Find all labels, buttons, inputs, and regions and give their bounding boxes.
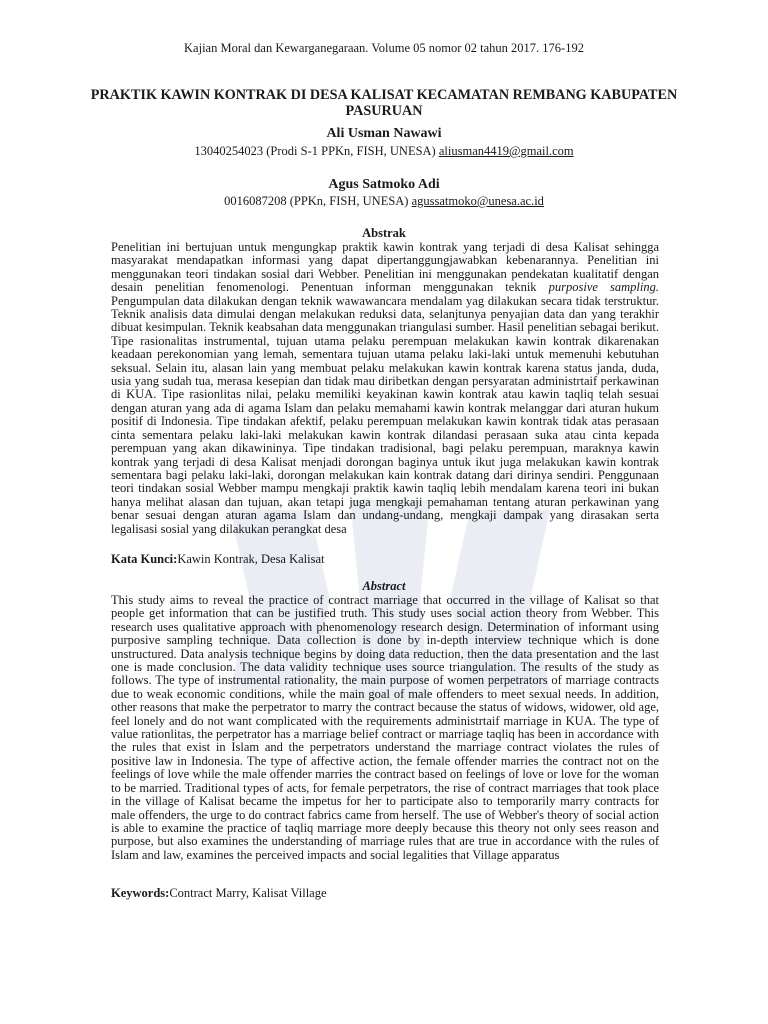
abstract-keywords — [111, 887, 659, 900]
running-header: Kajian Moral dan Kewarganegaraan. Volume 05 nomor 02 tahun 2017. 176-192 — [184, 41, 584, 55]
abstrak-keywords-label: Kata Kunci: — [111, 552, 178, 566]
abstract-body: This study aims to reveal the practice of contract marriage that occurred in the village of Kalisat so that people get information that can be justified truth. This study uses social action theory from Webber. This research uses qualitative approach with phenomenology research design. Determination of informant using purposive sampling technique. Data collection is done by in-depth interview technique which is done unstructured. Data analysis technique begins by doing data reduction, then the data presentation and the last one is made conclusion. The data validity technique uses source triangulation. The results of the study as follows. The type of instrumental rationality, the main purpose of women perpetrators of marriage contracts due to weak economic conditions, while the main goal of male offenders to meet sexual needs. In addition, other reasons that make the perpetrator to marry the contract because the status of widows, widower, old age, feel lonely and do not want complicated with the requirements administrtaif marriage in KUA. The type of value rationlitas, the perpetrator has a marriage belief contract or marriage taqliq has been in accordance with the rules that exist in Islam and the perpetrators understand the marriage contract violates the rules of positive law in Indonesia. The type of affective action, the female offender marries the contract not on the feelings of love while the male offender marries the contract based on feelings of love or love for the woman to be married. Traditional types of acts, for female perpetrators, the rise of contract marriages that took place in the village of Kalisat became the impetus for her to participate also to temporarily marry contracts for male offenders, the urge to do contract fabrics came from herself. The use of Webber's theory of social action is able to examine the practice of taqliq marriage more deeply because this theory not only sees reason and purpose, but also examines the understanding of marriage rules that are true in accordance with the rules of Islam and law, examines the perceived impacts and social legalities that Village apparatus — [111, 593, 659, 862]
abstrak-keywords — [111, 553, 659, 566]
author-2-affiliation: 0016087208 (PPKn, FISH, UNESA) — [224, 194, 409, 208]
abstrak-body — [111, 241, 659, 536]
abstract-keywords-label: Keywords: — [111, 886, 170, 900]
abstract-keywords-value: Contract Marry, Kalisat Village — [169, 886, 327, 900]
abstrak-italic-term: purposive sampling. — [548, 280, 659, 295]
author-1-affiliation: 13040254023 (Prodi S-1 PPKn, FISH, UNESA) — [194, 144, 436, 158]
author-2-email[interactable]: agussatmoko@unesa.ac.id — [411, 194, 544, 208]
abstrak-heading: Abstrak — [362, 226, 406, 240]
abstrak-keywords-value: Kawin Kontrak, Desa Kalisat — [177, 552, 325, 566]
author-2-name: Agus Satmoko Adi — [328, 177, 440, 192]
author-1-info — [0, 144, 768, 159]
author-1-email[interactable]: aliusman4419@gmail.com — [438, 144, 574, 158]
author-2-info — [0, 194, 768, 209]
abstrak-text-part-1: Penelitian ini bertujuan untuk mengungkap praktik kawin kontrak yang terjadi di desa Kalisat sehingga masyarakat mendapatkan informasi yang dapat dipertanggungjawabkan kebenarannya. Penelitian ini menggunakan teori tindakan sosial dari Webber. Penelitian ini menggunakan pendekatan kualitatif dengan desain penelitian fenomenologi. Penentuan informan menggunakan teknik — [111, 240, 659, 295]
author-1-name: Ali Usman Nawawi — [326, 126, 442, 141]
abstract-heading: Abstract — [362, 579, 406, 593]
abstrak-text-part-2: Pengumpulan data dilakukan dengan teknik wawawancara mendalam yag dilakukan secara tidak terstruktur. Teknik analisis data dimulai dengan melakukan reduksi data, selanjtunya penyajian data dan yang terakhir dibuat kesimpulan. Teknik keabsahan data menggunakan triangulasi sumber. Hasil penelitian sebagai berikut. Tipe rasionalitas instrumental, tujuan utama pelaku perempuan melakukan kawin kontrak dikarenakan keadaan perekonomian yang lemah, sementara tujuan utama pelaku laki-laki untuk memenuhi kebutuhan seksual. Selain itu, alasan lain yang membuat pelaku melakukan kawin kontrak karena status janda, duda, usia yang sudah tua, merasa kesepian dan tidak mau diribetkan dengan persyaratan administrtaif perkawinan di KUA. Tipe rasionlitas nilai, pelaku memiliki keyakinan kawin kontrak atau kawin taqliq telah sesuai dengan aturan yang ada di agama Islam dan pelaku memahami kawin kontrak melanggar dari aturan hukum positif di Indonesia. Tipe tindakan afektif, pelaku perempuan melakukan kawin kontrak tidak atas perasaan cinta sementara pelaku laki-laki melakukan kawin kontrak dilandasi perasaan suka atau cinta kepada perempuan yang akan dikawininya. Tipe tindakan tradisional, bagi pelaku perempuan, maraknya kawin kontrak yang terjadi di desa Kalisat menjadi dorongan baginya untuk ikut juga melakukan kawin kontrak sementara bagi pelaku laki-laki, dorongan melakukan kain kontrak datang dari dirinya sendiri. Penggunaan teori tindakan sosial Webber mampu mengkaji praktik kawin taqliq lebih mendalam karena teori ini bukan hanya melihat alasan dan tujuan, akan tetapi juga mengkaji pemahaman tentang aturan perkawinan yang benar sesuai dengan aturan agama Islam dan undang-undang, mengkaji dampak yang dirasakan serta legalisasi sosial yang dilakukan perangkat desa — [111, 293, 659, 536]
paper-title: PRAKTIK KAWIN KONTRAK DI DESA KALISAT KECAMATAN REMBANG KABUPATEN PASURUAN — [90, 87, 678, 119]
